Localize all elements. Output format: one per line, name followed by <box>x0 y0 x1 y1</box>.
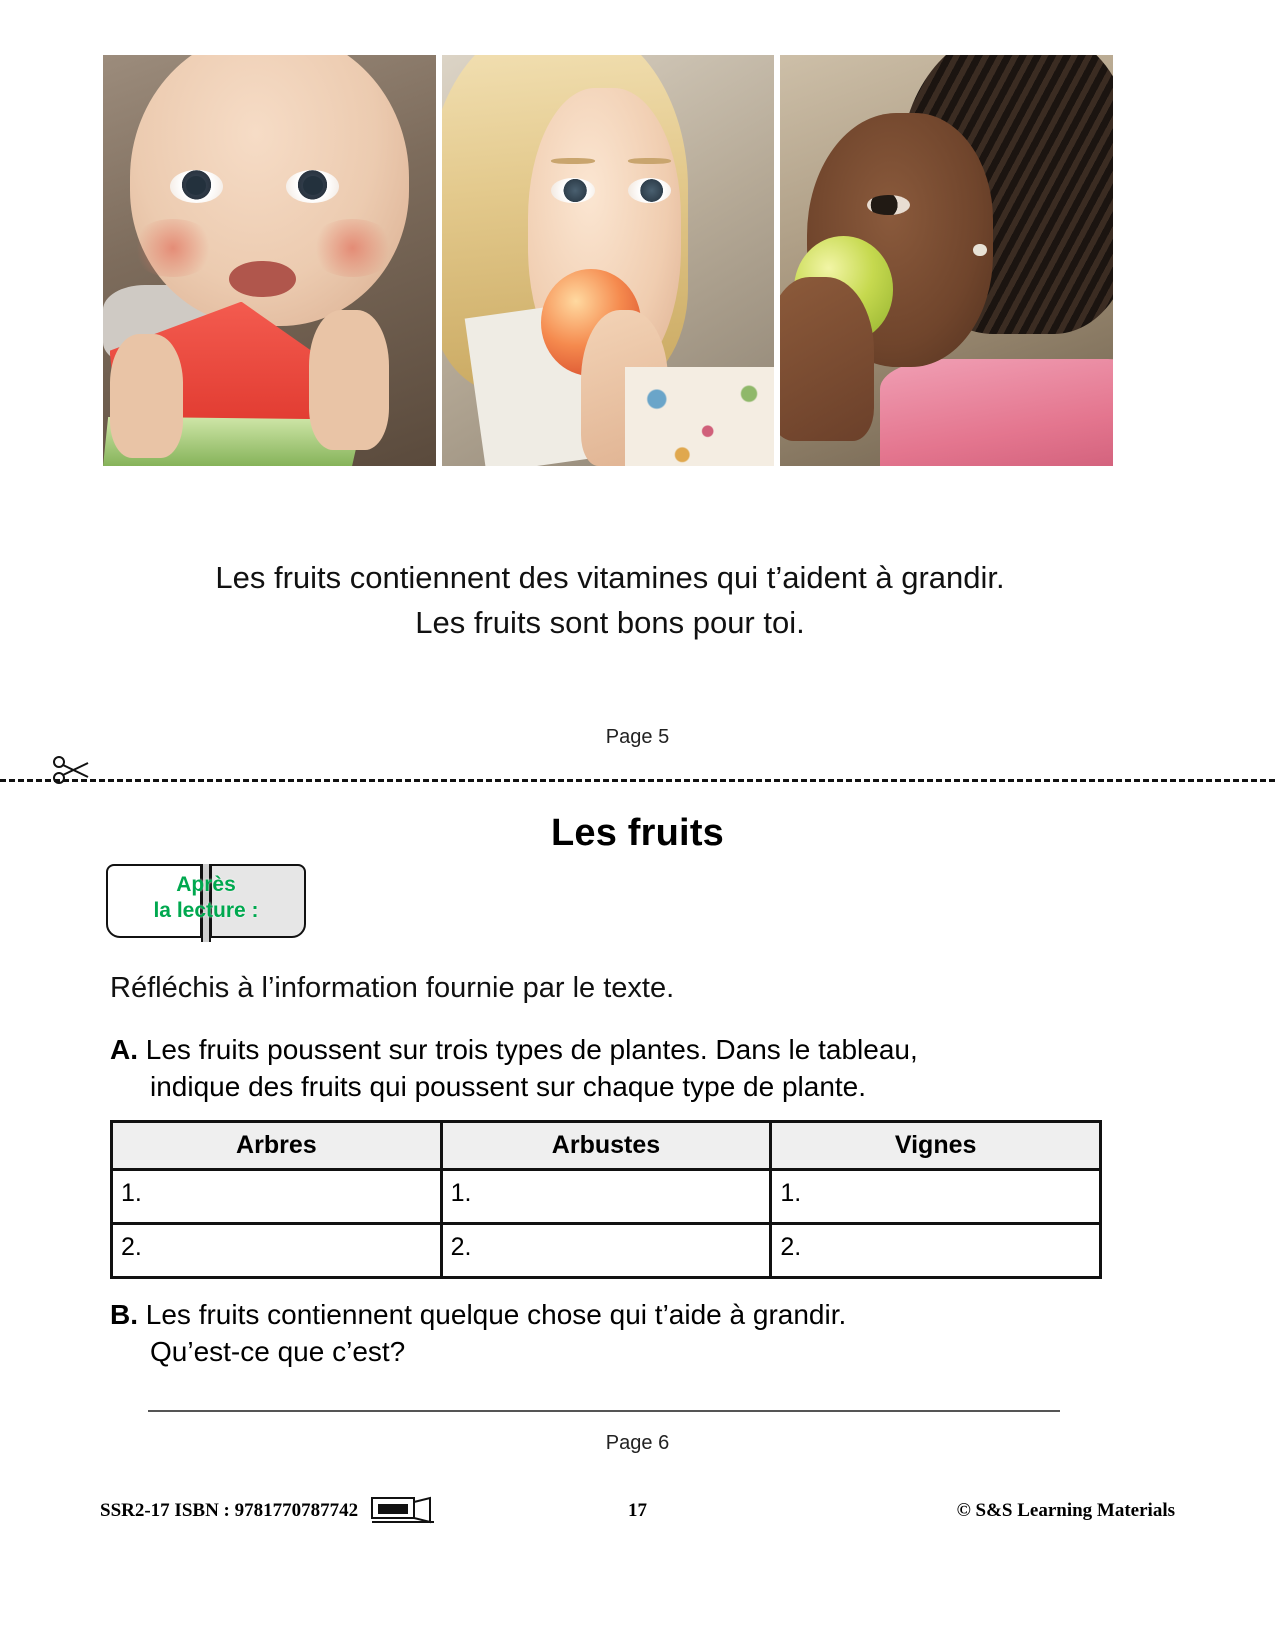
question-b-mark: B. <box>110 1299 138 1330</box>
column-header-arbustes: Arbustes <box>441 1122 771 1170</box>
badge-line-1: Après <box>176 873 236 896</box>
question-b <box>110 1296 1110 1370</box>
girl-eye-left <box>551 178 594 203</box>
baby-cheek-right <box>309 219 395 277</box>
girl-brow-right <box>628 158 671 165</box>
page-6-label: Page 6 <box>605 1432 670 1454</box>
baby-pupil-left <box>186 176 206 194</box>
instruction-text: Réfléchis à l’information fournie par le texte. <box>110 972 675 1004</box>
baby-mouth <box>229 261 296 298</box>
pink-shirt <box>880 359 1113 466</box>
footer-page-number: 17 <box>628 1500 647 1521</box>
footer-copyright: © S&S Learning Materials <box>956 1500 1175 1521</box>
page-footer <box>100 1494 1175 1534</box>
photo-baby-eating-watermelon <box>103 55 436 466</box>
baby-hand-right <box>309 310 389 450</box>
publisher-logo-icon <box>368 1492 440 1528</box>
girl-brow-left <box>551 158 594 165</box>
photo-girl-eating-apple <box>780 55 1113 466</box>
answer-rule-line <box>148 1410 1060 1412</box>
girl-eye <box>867 195 910 216</box>
floral-dress <box>625 367 775 466</box>
fruit-types-table <box>110 1120 1102 1279</box>
table-row <box>112 1170 1101 1224</box>
footer-isbn: SSR2-17 ISBN : 9781770787742 <box>100 1500 359 1521</box>
baby-pupil-right <box>303 176 323 194</box>
photo-strip <box>103 55 1113 466</box>
badge-line-2: la lecture : <box>153 899 259 923</box>
question-a-mark: A. <box>110 1034 138 1065</box>
answer-cell-arbres-2[interactable]: 2. <box>112 1224 442 1278</box>
cut-line-divider <box>0 779 1275 782</box>
column-header-vignes: Vignes <box>771 1122 1101 1170</box>
question-a <box>110 1031 1110 1105</box>
page-5-label: Page 5 <box>605 726 670 748</box>
answer-cell-vignes-2[interactable]: 2. <box>771 1224 1101 1278</box>
table-header-row <box>112 1122 1101 1170</box>
column-header-arbres: Arbres <box>112 1122 442 1170</box>
question-b-line-1: Les fruits contiennent quelque chose qui t’aide à grandir. <box>145 1299 847 1330</box>
worksheet-title: Les fruits <box>550 812 725 854</box>
lead-line-1: Les fruits contiennent des vitamines qui t’aident à grandir. <box>215 560 1005 595</box>
open-book-badge <box>106 862 306 944</box>
lead-line-2: Les fruits sont bons pour toi. <box>415 604 805 640</box>
lead-paragraph <box>100 556 1120 646</box>
girl-hand-holding-apple <box>780 277 873 441</box>
book-badge-text <box>106 872 306 925</box>
question-a-line-2: indique des fruits qui poussent sur chaque type de plante. <box>150 1071 867 1103</box>
answer-cell-arbres-1[interactable]: 1. <box>112 1170 442 1224</box>
question-b-line-2: Qu’est-ce que c’est? <box>150 1336 406 1368</box>
baby-hand-left <box>110 334 183 457</box>
photo-girl-eating-nectarine <box>442 55 775 466</box>
question-a-line-1: Les fruits poussent sur trois types de plantes. Dans le tableau, <box>145 1034 918 1065</box>
earring <box>973 244 986 256</box>
table-row <box>112 1224 1101 1278</box>
baby-cheek-left <box>130 219 216 277</box>
answer-cell-arbustes-1[interactable]: 1. <box>441 1170 771 1224</box>
girl-eye-right <box>628 178 671 203</box>
answer-cell-arbustes-2[interactable]: 2. <box>441 1224 771 1278</box>
answer-cell-vignes-1[interactable]: 1. <box>771 1170 1101 1224</box>
scissors-icon <box>52 755 92 785</box>
